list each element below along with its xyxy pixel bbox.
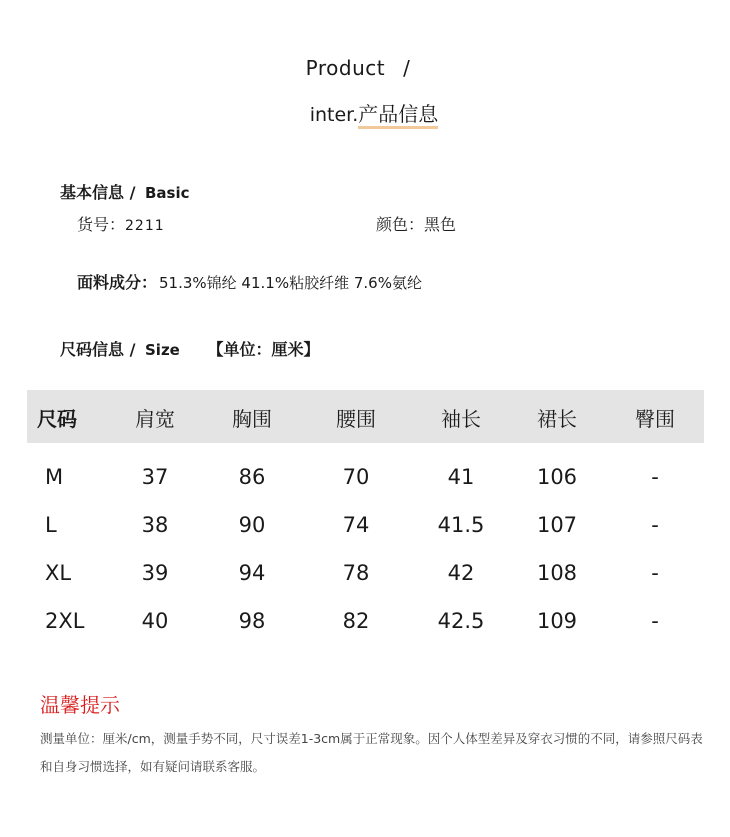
table-row — [27, 549, 704, 597]
table-cell: 38 — [141, 513, 169, 537]
header-cell-sleeve: 袖长 — [441, 407, 481, 431]
basic-heading-cn: 基本信息 / — [60, 183, 136, 202]
page-title-en — [0, 56, 716, 80]
color-value: 黑色 — [424, 215, 457, 234]
header-cell-size: 尺码 — [37, 407, 77, 431]
sku-value: 2211 — [125, 218, 165, 234]
title-en-text: Product — [305, 56, 386, 80]
table-cell: 37 — [141, 465, 169, 489]
table-cell: 106 — [536, 465, 578, 489]
fabric-label: 面料成分： — [77, 273, 158, 292]
table-row — [27, 453, 704, 501]
table-cell: 70 — [342, 465, 370, 489]
sku-info — [77, 212, 165, 235]
header-cell-waist: 腰围 — [336, 407, 376, 431]
fabric-value: 51.3%锦纶 41.1%粘胶纤维 7.6%氨纶 — [159, 274, 422, 292]
size-table-header — [27, 390, 704, 443]
table-cell: 42 — [447, 561, 475, 585]
table-cell: L — [45, 513, 57, 537]
header-cell-bust: 胸围 — [232, 407, 272, 431]
size-unit: 【单位：厘米】 — [207, 340, 320, 359]
fabric-info — [77, 270, 422, 293]
title-prefix: inter. — [309, 104, 359, 126]
header-cell-hip: 臀围 — [635, 407, 675, 431]
table-cell: M — [45, 465, 64, 489]
table-cell: 108 — [536, 561, 578, 585]
tips-title: 温馨提示 — [40, 693, 120, 717]
basic-info-heading — [60, 180, 190, 203]
table-cell: 109 — [536, 609, 578, 633]
sku-label: 货号： — [77, 215, 126, 234]
color-info — [376, 212, 456, 235]
table-cell: 94 — [238, 561, 266, 585]
table-cell: - — [651, 561, 659, 585]
table-cell: 74 — [342, 513, 370, 537]
table-row — [27, 501, 704, 549]
table-cell: 86 — [238, 465, 266, 489]
table-cell: 2XL — [45, 609, 85, 633]
header-cell-skirt-length: 裙长 — [537, 407, 577, 431]
size-table — [27, 390, 704, 645]
size-table-body — [27, 443, 704, 645]
table-cell: 39 — [141, 561, 169, 585]
table-cell: XL — [45, 561, 72, 585]
table-cell: 78 — [342, 561, 370, 585]
table-cell: 82 — [342, 609, 370, 633]
table-cell: 90 — [238, 513, 266, 537]
table-row — [27, 597, 704, 645]
table-cell: 41.5 — [437, 513, 485, 537]
table-cell: - — [651, 465, 659, 489]
table-cell: 42.5 — [437, 609, 485, 633]
title-cn-text: 产品信息 — [358, 102, 439, 126]
basic-heading-en: Basic — [145, 184, 190, 202]
table-cell: 41 — [447, 465, 475, 489]
size-heading-cn: 尺码信息 / — [60, 340, 136, 359]
table-cell: 98 — [238, 609, 266, 633]
table-cell: - — [651, 513, 659, 537]
title-slash: / — [403, 56, 411, 80]
header-cell-shoulder: 肩宽 — [135, 407, 175, 431]
color-label: 颜色： — [376, 215, 425, 234]
table-cell: 107 — [536, 513, 578, 537]
size-heading-en: Size — [145, 341, 180, 359]
table-cell: 40 — [141, 609, 169, 633]
tips-text: 测量单位：厘米/cm，测量手势不同，尺寸误差1-3cm属于正常现象。因个人体型差异及穿衣习惯的不同，请参照尺码表和自身习惯选择，如有疑问请联系客服。 — [40, 731, 703, 774]
size-info-heading — [60, 337, 319, 360]
table-cell: - — [651, 609, 659, 633]
page-title-cn — [0, 98, 730, 127]
